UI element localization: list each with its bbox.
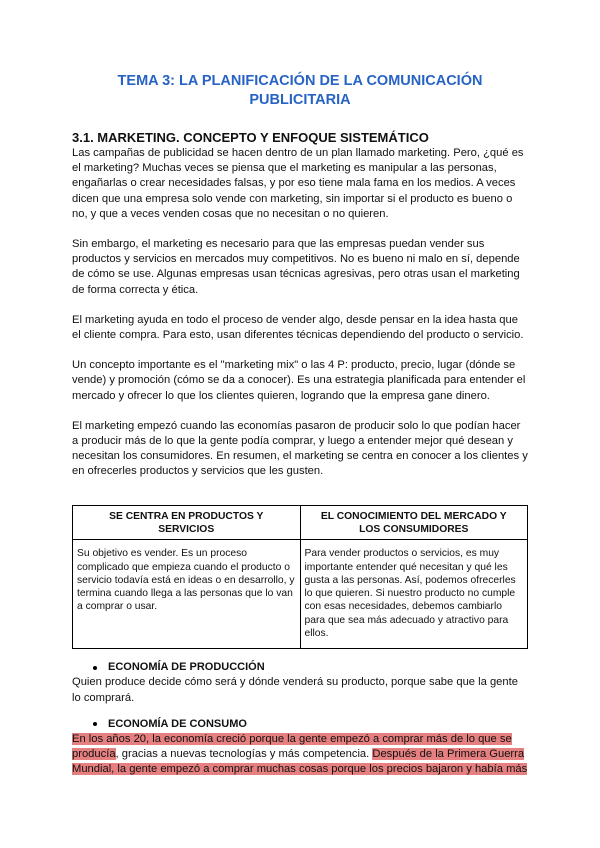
- highlight-1: En los años 20, la economía creció porque la gente empezó a comprar más de lo que se producía: [72, 732, 512, 760]
- bullet-heading-consumption: ECONOMÍA DE CONSUMO: [72, 717, 528, 732]
- section-heading: 3.1. MARKETING. CONCEPTO Y ENFOQUE SISTEMÁTICO: [72, 130, 429, 145]
- paragraph-2: Sin embargo, el marketing es necesario para que las empresas puedan vender sus productos y servicios en mercados muy competitivos. No es bueno ni malo en sí, depende de cómo se use. Algunas empresas usan técnicas agresivas, pero otras usan el marketing de forma correcta y ética.: [72, 238, 520, 296]
- paragraph-1: Las campañas de publicidad se hacen dentro de un plan llamado marketing. Pero, ¿qué es el marketing? Muchas veces se piensa que el marketing es manipular a las personas, engañarlas o crear necesidades falsas, y por eso tiene mala fama en los medios. A veces dicen que una empresa solo vende con marketing, sin importar si el producto es bueno o no, y que a veces venden cosas que no necesitan o no quieren.: [72, 147, 524, 220]
- table-cell-products: Su objetivo es vender. Es un proceso complicado que empieza cuando el producto o servicio todavía está en ideas o en desarrollo, y termina cuando llega a las personas que lo van a comprar o usar.: [73, 540, 301, 649]
- paragraph-3: El marketing ayuda en todo el proceso de vender algo, desde pensar en la idea hasta que el cliente compra. Para esto, usan diferentes técnicas dependiendo del producto o servicio.: [72, 313, 524, 342]
- table-cell-market: Para vender productos o servicios, es muy importante entender qué necesitan y qué les gusta a las personas. Así, podemos ofrecerles lo que quieren. Si nuestro producto no cumple con esas necesidades, debemos cambiarlo para que sea más adecuado y atractivo para ellos.: [300, 540, 528, 649]
- bullet-dot-icon: [93, 666, 97, 670]
- table-header-market: EL CONOCIMIENTO DEL MERCADO Y LOS CONSUMIDORES: [300, 505, 528, 540]
- paragraph-5: El marketing empezó cuando las economías pasaron de producir solo lo que podían hacer a producir más de lo que la gente podía comprar, y luego a entender mejor qué desean y necesitan los consumidores. En resumen, el marketing se centra en conocer a los clientes y en ofrecerles productos y servicios que les gusten.: [72, 419, 528, 478]
- paragraph-4: Un concepto importante es el "marketing mix" o las 4 P: producto, precio, lugar (dónde se vende) y promoción (cómo se da a conocer). Es una estrategia planificada para entender el mercado y ofrecer lo que los clientes quieren, logrando que la empresa gane dinero.: [72, 359, 526, 402]
- highlight-2: Después de la Primera Guerra Mundial, la gente empezó a comprar muchas cosas porque los precios bajaron y había más: [72, 747, 528, 776]
- bullet-heading-production: ECONOMÍA DE PRODUCCIÓN: [72, 660, 528, 675]
- comparison-table: [72, 505, 528, 650]
- document-title: [72, 72, 528, 110]
- title-line-2: PUBLICITARIA: [249, 92, 351, 108]
- document-page: [72, 72, 528, 777]
- title-line-1: TEMA 3: LA PLANIFICACIÓN DE LA COMUNICACIÓN: [117, 73, 483, 89]
- bullet-dot-icon: [93, 722, 97, 726]
- consumption-text: [72, 732, 528, 778]
- table-header-products: SE CENTRA EN PRODUCTOS Y SERVICIOS: [73, 505, 301, 540]
- production-text: Quien produce decide cómo será y dónde venderá su producto, porque sabe que la gente lo comprará.: [72, 676, 518, 704]
- plain-text: , gracias a nuevas tecnologías y más competencia.: [115, 747, 373, 760]
